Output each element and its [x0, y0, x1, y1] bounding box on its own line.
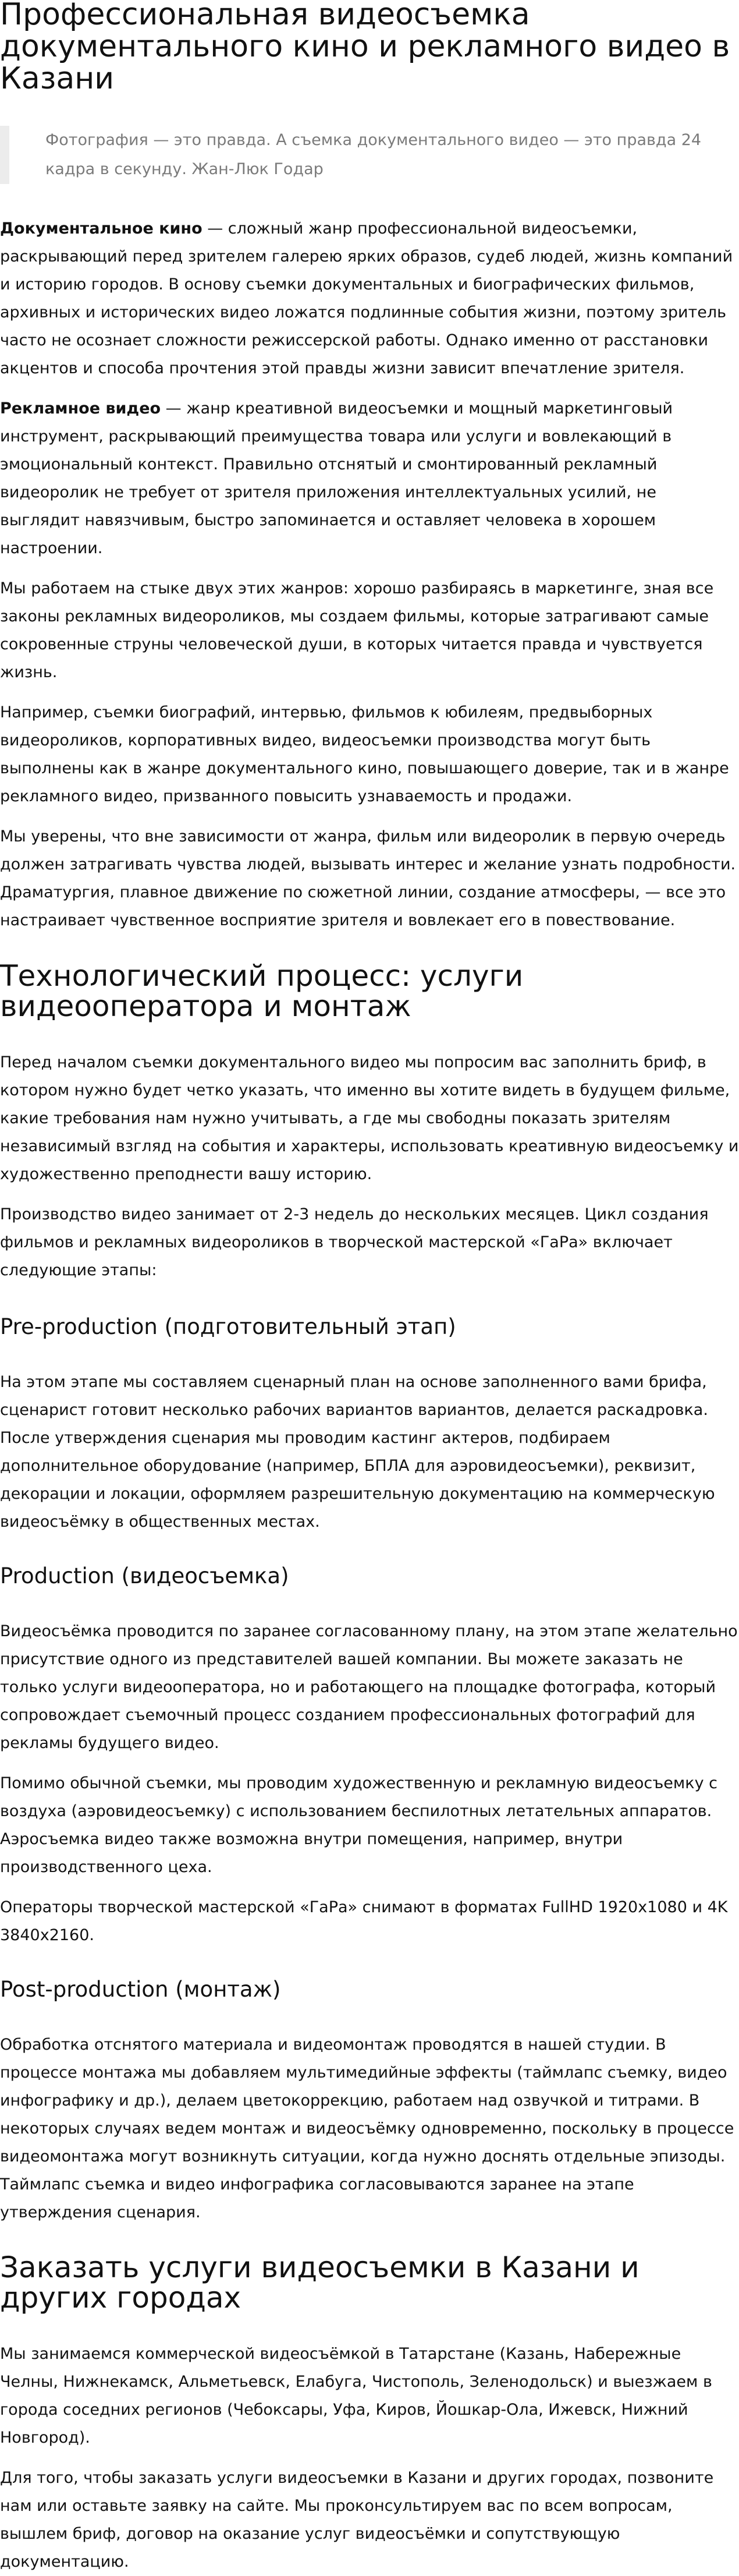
- intro-term: Документальное кино: [0, 220, 202, 238]
- section-heading-order: Заказать услуги видеосъемки в Казани и других городах: [0, 2251, 639, 2315]
- tech-paragraph-1: Перед началом съемки документального видео мы попросим вас заполнить бриф, в котором нужно будет четко указать, что именно вы хотите видеть в будущем фильме, какие требования нам нужно учитывать, а где мы свободны показать зрителям независимый взгляд на события и характеры, использовать креативную видеосъемку и художественно преподнести вашу историю.: [0, 1053, 739, 1183]
- subheading-preproduction: Pre-production (подготовительный этап): [0, 1314, 456, 1339]
- intro-text: — жанр креативной видеосъемки и мощный маркетинговый инструмент, раскрывающий преимущества товара или услуги и вовлекающий в эмоциональный контекст. Правильно отснятый и смонтированный рекламный видеоролик не требует от зрителя приложения интеллектуальных усилий, не выглядит навязчивым, быстро запоминается и оставляет человека в хорошем настроении.: [0, 399, 673, 557]
- preproduction-paragraph-1: На этом этапе мы составляем сценарный план на основе заполненного вами брифа, сценарист готовит несколько рабочих вариантов вариантов, делается раскадровка. После утверждения сценария мы проводим кастинг актеров, подбираем дополнительное оборудование (например, БПЛА для аэровидеосъемки), реквизит, декорации и локации, оформляем разрешительную документацию на коммерческую видеосъёмку в общественных местах.: [0, 1373, 715, 1531]
- subheading-postproduction: Post-production (монтаж): [0, 1977, 281, 2002]
- production-paragraph-3: Операторы творческой мастерской «ГаРа» снимают в форматах FullHD 1920x1080 и 4K 3840x2160.: [0, 1898, 728, 1944]
- intro-paragraph-5: Мы уверены, что вне зависимости от жанра, фильм или видеоролик в первую очередь должен затрагивать чувства людей, вызывать интерес и желание узнать подробности. Драматургия, плавное движение по сюжетной линии, создание атмосферы, — все это настраивает чувственное восприятие зрителя и вовлекает его в повествование.: [0, 827, 736, 929]
- production-paragraph-1: Видеосъёмка проводится по заранее согласованному плану, на этом этапе желательно присутствие одного из представителей вашей компании. Вы можете заказать не только услуги видеооператора, но и работающего на площадке фотографа, который сопровождает съемочный процесс созданием профессиональных фотографий для рекламы будущего видео.: [0, 1622, 738, 1752]
- intro-paragraph-4: Например, съемки биографий, интервью, фильмов к юбилеям, предвыборных видеороликов, корпоративных видео, видеосъемки производства могут быть выполнены как в жанре документального кино, повышающего доверие, так и в жанре рекламного видео, призванного повысить узнаваемость и продажи.: [0, 703, 729, 805]
- page-title: Профессиональная видеосъемка документального кино и рекламного видео в Казани: [0, 0, 730, 96]
- intro-text: — сложный жанр профессиональной видеосъемки, раскрывающий перед зрителем галерею ярких образов, судеб людей, жизнь компаний и историю городов. В основу съемки документальных и биографических фильмов, архивных и исторических видео ложатся подлинные события жизни, поэтому зритель часто не осознает сложности режиссерской работы. Однако именно от расстановки акцентов и способа прочтения этой правды жизни зависит впечатление зрителя.: [0, 220, 733, 377]
- section-heading-tech: Технологический процесс: услуги видеооператора и монтаж: [0, 959, 524, 1023]
- intro-term: Рекламное видео: [0, 399, 161, 417]
- subheading-production: Production (видеосъемка): [0, 1563, 289, 1588]
- intro-paragraph-1: [0, 215, 739, 383]
- epigraph-quote: Фотография — это правда. А съемка документального видео — это правда 24 кадра в секунду. Жан-Люк Годар: [0, 126, 739, 184]
- production-paragraph-2: Помимо обычной съемки, мы проводим художественную и рекламную видеосъемку с воздуха (аэровидеосъемку) с использованием беспилотных летательных аппаратов. Аэросъемка видео также возможна внутри помещения, например, внутри производственного цеха.: [0, 1774, 717, 1876]
- intro-paragraph-2: [0, 395, 739, 562]
- intro-paragraph-3: Мы работаем на стыке двух этих жанров: хорошо разбираясь в маркетинге, зная все законы рекламных видеороликов, мы создаем фильмы, которые затрагивают самые сокровенные струны человеческой души, в которых читается правда и чувствуется жизнь.: [0, 579, 714, 681]
- tech-paragraph-2: Производство видео занимает от 2-3 недель до нескольких месяцев. Цикл создания фильмов и рекламных видеороликов в творческой мастерской «ГаРа» включает следующие этапы:: [0, 1205, 709, 1279]
- order-paragraph-2: Для того, чтобы заказать услуги видеосъемки в Казани и других городах, позвоните нам или оставьте заявку на сайте. Мы проконсультируем вас по всем вопросам, вышлем бриф, договор на оказание услуг видеосъёмки и сопутствующую документацию.: [0, 2469, 714, 2571]
- order-paragraph-1: Мы занимаемся коммерческой видеосъёмкой в Татарстане (Казань, Набережные Челны, Нижнекамск, Альметьевск, Елабуга, Чистополь, Зеленодольск) и выезжаем в города соседних регионов (Чебоксары, Уфа, Киров, Йошкар-Ола, Ижевск, Нижний Новгород).: [0, 2345, 712, 2447]
- postproduction-paragraph-1: Обработка отснятого материала и видеомонтаж проводятся в нашей студии. В процессе монтажа мы добавляем мультимедийные эффекты (таймлапс съемку, видео инфографику и др.), делаем цветокоррекцию, работаем над озвучкой и титрами. В некоторых случаях ведем монтаж и видеосъёмку одновременно, поскольку в процессе видеомонтажа могут возникнуть ситуации, когда нужно доснять отдельные эпизоды. Таймлапс съемка и видео инфографика согласовываются заранее на этапе утверждения сценария.: [0, 2036, 734, 2221]
